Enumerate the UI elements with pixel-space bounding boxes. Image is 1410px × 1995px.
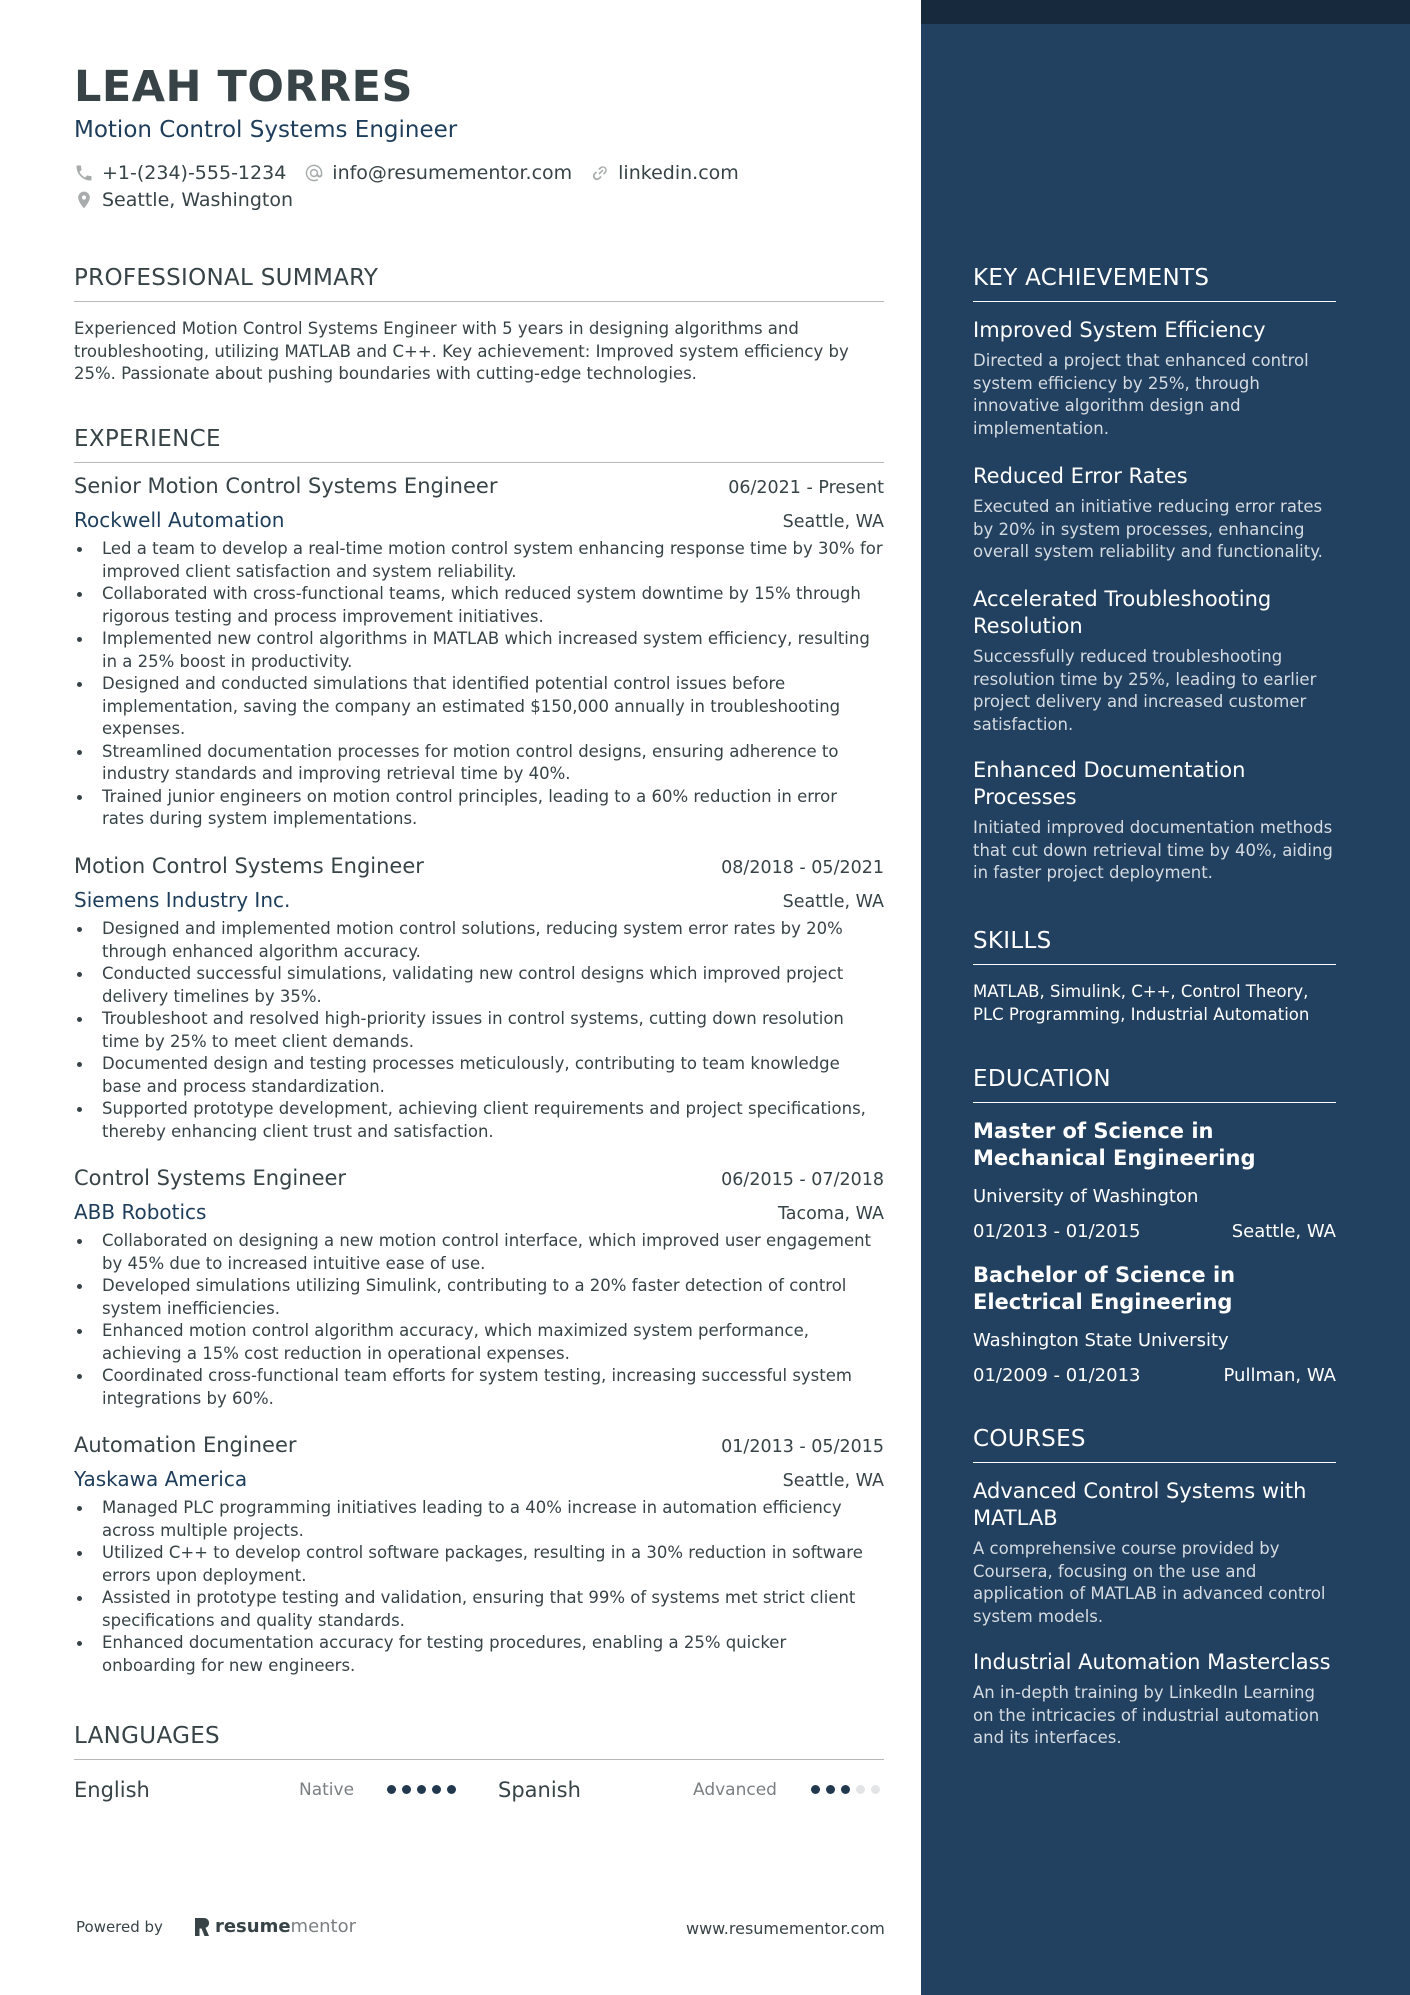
language-rating	[811, 1785, 886, 1794]
bullet-item: Enhanced motion control algorithm accuracy, which maximized system performance, achieving a 15% cost reduction in operational expenses.	[74, 1320, 884, 1365]
course-desc: A comprehensive course provided by Coursera, focusing on the use and application of MATLAB in advanced control system models.	[973, 1539, 1326, 1626]
course-desc: An in-depth training by LinkedIn Learning on the intricacies of industrial automation and its interfaces.	[973, 1683, 1320, 1747]
bullet-item: Conducted successful simulations, validating new control designs which improved project delivery timelines by 35%.	[74, 963, 884, 1008]
job-position: Motion Control Systems Engineer	[74, 854, 424, 878]
education-item	[973, 1262, 1336, 1386]
rating-dot	[417, 1785, 426, 1794]
bullet-item: Collaborated on designing a new motion control interface, which improved user engagement by 45% due to increased intuitive ease of use.	[74, 1230, 884, 1275]
bullet-item: Troubleshoot and resolved high-priority issues in control systems, cutting down resolution time by 25% to meet client demands.	[74, 1008, 884, 1053]
achievement-desc: Executed an initiative reducing error rates by 20% in system processes, enhancing overall system reliability and functionality.	[973, 497, 1323, 561]
job-company: Rockwell Automation	[74, 508, 285, 532]
bullet-item: Collaborated with cross-functional teams, which reduced system downtime by 15% through rigorous testing and process improvement initiatives.	[74, 583, 884, 628]
location-text: Seattle, Washington	[102, 189, 293, 211]
languages-list	[74, 1774, 884, 1806]
courses-heading: COURSES	[973, 1426, 1336, 1463]
phone-contact[interactable]	[74, 162, 286, 184]
job-location: Seattle, WA	[782, 512, 884, 532]
job-company: ABB Robotics	[74, 1200, 207, 1224]
job-position: Control Systems Engineer	[74, 1166, 347, 1190]
bullet-item: Implemented new control algorithms in MATLAB which increased system efficiency, resulting in a 25% boost in productivity.	[74, 628, 884, 673]
achievement-item	[973, 317, 1336, 440]
email-text: info@resumementor.com	[332, 162, 573, 184]
course-item	[973, 1478, 1336, 1628]
email-contact[interactable]	[304, 162, 572, 184]
bullet-item: Coordinated cross-functional team efforts for system testing, increasing successful system integrations by 60%.	[74, 1365, 884, 1410]
job-bullets	[74, 538, 884, 831]
footer-website[interactable]: www.resumementor.com	[686, 1919, 885, 1938]
job-bullets	[74, 1230, 884, 1410]
education-degree: Master of Science in Mechanical Engineering	[973, 1119, 1256, 1170]
candidate-name: LEAH TORRES	[74, 62, 413, 112]
achievement-title: Reduced Error Rates	[973, 464, 1188, 488]
summary-heading: PROFESSIONAL SUMMARY	[74, 265, 884, 302]
bullet-item: Trained junior engineers on motion control principles, leading to a 60% reduction in error rates during system implementations.	[74, 786, 884, 831]
linkedin-text: linkedin.com	[618, 162, 739, 184]
achievement-desc: Directed a project that enhanced control system efficiency by 25%, through innovative algorithm design and implementation.	[973, 351, 1309, 438]
language-item	[74, 1774, 150, 1806]
language-level: Advanced	[693, 1780, 777, 1800]
language-level: Native	[299, 1780, 355, 1800]
achievement-title: Accelerated Troubleshooting Resolution	[973, 587, 1272, 638]
phone-text: +1-(234)-555-1234	[102, 162, 287, 184]
job-company: Siemens Industry Inc.	[74, 888, 291, 912]
summary-text: Experienced Motion Control Systems Engineer with 5 years in designing algorithms and troubleshooting, utilizing MATLAB and C++. Key achievement: Improved system efficiency by 25%. Passionate about pushing boundaries with cutting-edge technologies.	[74, 319, 849, 383]
achievement-desc: Successfully reduced troubleshooting resolution time by 25%, leading to earlier project delivery and increased customer satisfaction.	[973, 647, 1317, 734]
education-dates: 01/2013 - 01/2015	[973, 1221, 1141, 1242]
job-location: Tacoma, WA	[777, 1204, 884, 1224]
brand-part-a: resume	[214, 1916, 291, 1937]
bullet-item: Led a team to develop a real-time motion control system enhancing response time by 30% for improved client satisfaction and system reliability.	[74, 538, 884, 583]
footer-branding	[76, 1916, 356, 1937]
location-contact	[74, 189, 293, 211]
bullet-item: Documented design and testing processes meticulously, contributing to team knowledge base and process standardization.	[74, 1053, 884, 1098]
course-title: Advanced Control Systems with MATLAB	[973, 1479, 1307, 1530]
education-school: University of Washington	[973, 1186, 1199, 1207]
achievements-heading: KEY ACHIEVEMENTS	[973, 265, 1336, 302]
achievement-item	[973, 463, 1336, 564]
rating-dot	[841, 1785, 850, 1794]
job-dates: 01/2013 - 05/2015	[721, 1437, 884, 1457]
contact-info	[74, 160, 894, 214]
job-company: Yaskawa America	[74, 1467, 248, 1491]
education-heading: EDUCATION	[973, 1066, 1336, 1103]
job-position: Automation Engineer	[74, 1433, 297, 1457]
language-rating	[387, 1785, 462, 1794]
job-dates: 08/2018 - 05/2021	[721, 858, 884, 878]
link-icon	[590, 163, 610, 183]
bullet-item: Enhanced documentation accuracy for testing procedures, enabling a 25% quicker onboarding for new engineers.	[74, 1632, 884, 1677]
bullet-item: Streamlined documentation processes for motion control designs, ensuring adherence to industry standards and improving retrieval time by 40%.	[74, 741, 884, 786]
linkedin-contact[interactable]	[590, 162, 739, 184]
education-item	[973, 1118, 1336, 1242]
job-dates: 06/2021 - Present	[728, 478, 884, 498]
language-name: Spanish	[498, 1778, 581, 1802]
resumementor-logo-icon	[193, 1917, 211, 1937]
job-location: Seattle, WA	[782, 1471, 884, 1491]
language-item	[498, 1774, 581, 1806]
sidebar-top-bar	[921, 0, 1410, 24]
skills-text: MATLAB, Simulink, C++, Control Theory, PLC Programming, Industrial Automation	[973, 982, 1310, 1024]
language-name: English	[74, 1778, 150, 1802]
skills-list	[973, 981, 1336, 1026]
bullet-item: Designed and conducted simulations that identified potential control issues before implementation, saving the company an estimated $150,000 annually in troubleshooting expenses.	[74, 673, 884, 741]
rating-dot	[826, 1785, 835, 1794]
rating-dot	[447, 1785, 456, 1794]
job-entry	[74, 1433, 884, 1677]
powered-by-text: Powered by	[76, 1917, 163, 1936]
bullet-item: Designed and implemented motion control solutions, reducing system error rates by 20% through enhanced algorithm accuracy.	[74, 918, 884, 963]
skills-heading: SKILLS	[973, 928, 1336, 965]
bullet-item: Utilized C++ to develop control software packages, resulting in a 30% reduction in software errors upon deployment.	[74, 1542, 884, 1587]
job-dates: 06/2015 - 07/2018	[721, 1170, 884, 1190]
location-pin-icon	[74, 190, 94, 210]
education-degree: Bachelor of Science in Electrical Engineering	[973, 1263, 1236, 1314]
course-title: Industrial Automation Masterclass	[973, 1650, 1331, 1674]
education-location: Seattle, WA	[1231, 1221, 1336, 1242]
job-entry	[74, 1166, 884, 1410]
brand-logo[interactable]	[193, 1916, 356, 1937]
education-school: Washington State University	[973, 1330, 1229, 1351]
achievement-item	[973, 757, 1336, 885]
achievement-title: Improved System Efficiency	[973, 318, 1266, 342]
phone-icon	[74, 163, 94, 183]
rating-dot	[402, 1785, 411, 1794]
bullet-item: Managed PLC programming initiatives leading to a 40% increase in automation efficiency across multiple projects.	[74, 1497, 884, 1542]
at-icon	[304, 163, 324, 183]
achievement-item	[973, 586, 1336, 736]
job-bullets	[74, 1497, 884, 1677]
brand-part-b: mentor	[290, 1916, 357, 1937]
education-dates: 01/2009 - 01/2013	[973, 1365, 1141, 1386]
sidebar	[921, 0, 1410, 1995]
rating-dot	[871, 1785, 880, 1794]
job-title: Motion Control Systems Engineer	[74, 117, 458, 143]
languages-heading: LANGUAGES	[74, 1723, 884, 1760]
job-position: Senior Motion Control Systems Engineer	[74, 474, 498, 498]
job-bullets	[74, 918, 884, 1143]
achievement-desc: Initiated improved documentation methods that cut down retrieval time by 40%, aiding in faster project deployment.	[973, 818, 1333, 882]
rating-dot	[856, 1785, 865, 1794]
job-entry	[74, 854, 884, 1143]
bullet-item: Supported prototype development, achieving client requirements and project specifications, thereby enhancing client trust and satisfaction.	[74, 1098, 884, 1143]
course-item	[973, 1649, 1336, 1750]
education-location: Pullman, WA	[1223, 1365, 1336, 1386]
experience-heading: EXPERIENCE	[74, 426, 884, 463]
achievement-title: Enhanced Documentation Processes	[973, 758, 1246, 809]
job-entry	[74, 474, 884, 831]
job-location: Seattle, WA	[782, 892, 884, 912]
bullet-item: Assisted in prototype testing and validation, ensuring that 99% of systems met strict client specifications and quality standards.	[74, 1587, 884, 1632]
rating-dot	[387, 1785, 396, 1794]
bullet-item: Developed simulations utilizing Simulink, contributing to a 20% faster detection of control system inefficiencies.	[74, 1275, 884, 1320]
rating-dot	[432, 1785, 441, 1794]
rating-dot	[811, 1785, 820, 1794]
